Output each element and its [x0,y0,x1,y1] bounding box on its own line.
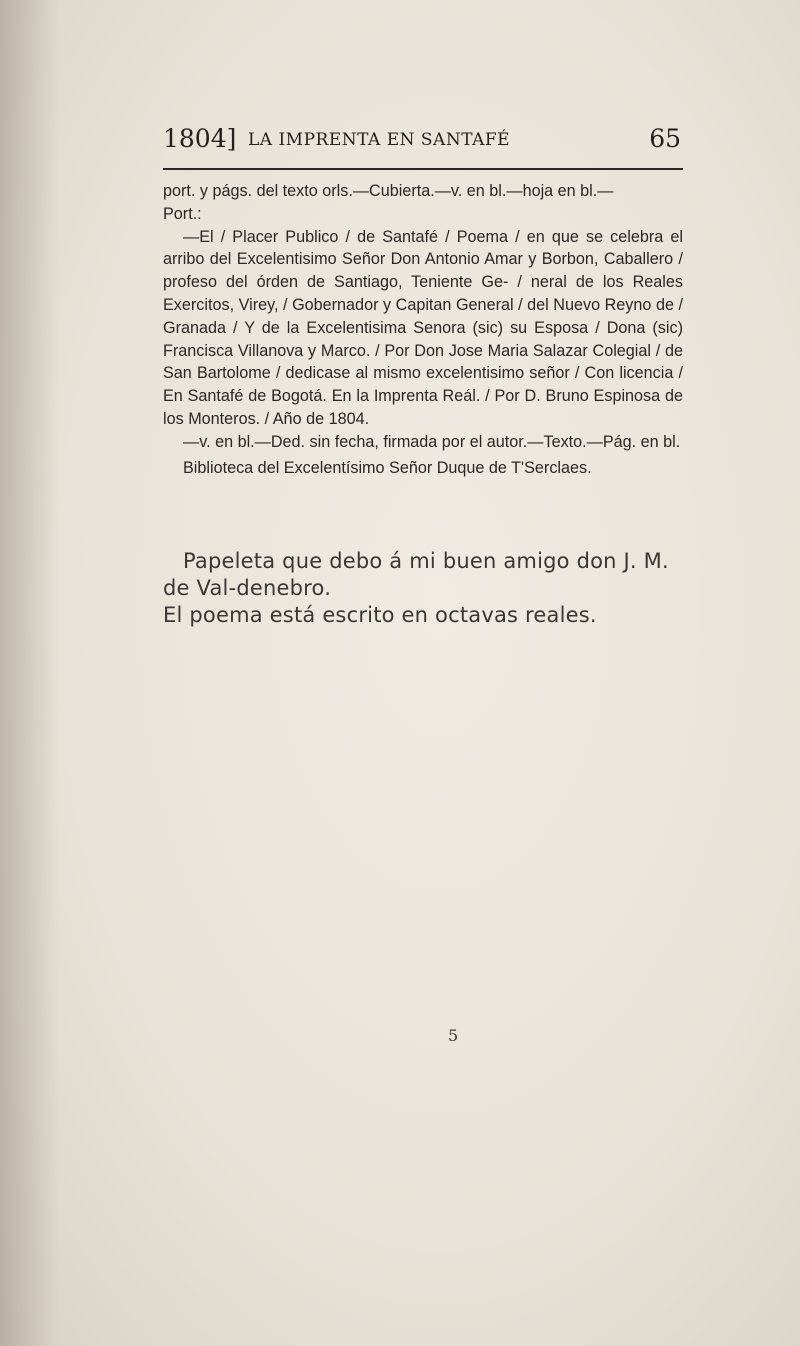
typed-note [163,548,683,629]
header-title: LA IMPRENTA EN SANTAFÉ [248,130,511,150]
typed-note-line-2: El poema está escrito en octavas reales. [163,603,597,627]
header-year: 1804] [163,124,237,153]
library-holding: Biblioteca del Excelentísimo Señor Duque de T'Serclaes. [183,458,592,477]
title-transcription: —El / Placer Publico / de Santafé / Poema / en que se celebra el arribo del Excelentisimo Señor Don Antonio Amar y Borbon, Caballero / profeso del órden de Santiago, Teniente Ge- / neral de los Reales Exercitos, Virey, / Gobernador y Capitan General / del Nuevo Reyno de / Granada / Y de la Excelentisima Senora (sic) su Esposa / Dona (sic) Francisca Villanova y Marco. / Por Don Jose Maria Salazar Colegial / de San Bartolome / dedicase al mismo excelentisimo señor / Con licencia / En Santafé de Bogotá. En la Imprenta Reál. / Por D. Bruno Espinosa de los Monteros. / Año de 1804. [163,227,683,428]
entry-line-1: port. y págs. del texto orls.—Cubierta.—v. en bl.—hoja en bl.— [163,182,614,200]
entry-line-2: Port.: [163,204,202,223]
running-header [163,124,683,164]
binding-shadow [0,0,60,1346]
verso-description: —v. en bl.—Ded. sin fecha, firmada por el autor.—Texto.—Pág. en bl. [183,432,681,451]
header-rule [163,168,683,170]
bibliographic-entry [163,180,683,479]
typed-note-line-1: Papeleta que debo á mi buen amigo don J. M. de Val-denebro. [163,549,669,600]
header-page-number: 65 [649,124,681,153]
signature-mark: 5 [448,1026,459,1045]
